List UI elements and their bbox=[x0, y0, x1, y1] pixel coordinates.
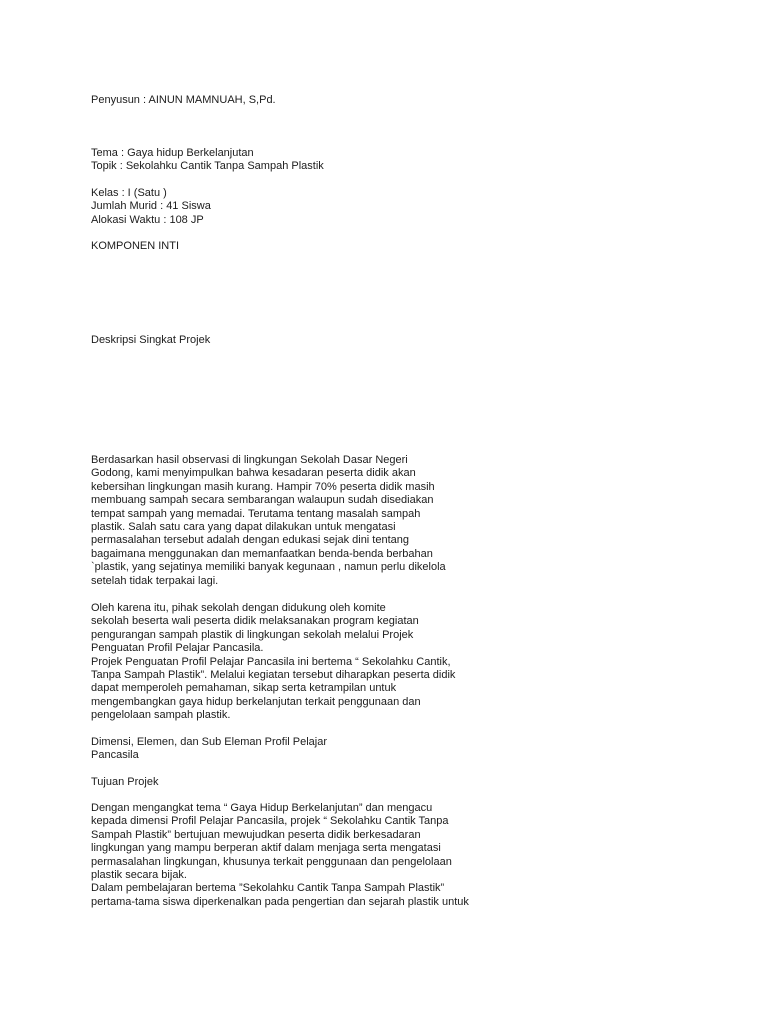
paragraph-line: kepada dimensi Profil Pelajar Pancasila, projek “ Sekolahku Cantik Tanpa bbox=[91, 815, 449, 828]
paragraph-line: membuang sampah secara sembarangan walaupun sudah disediakan bbox=[91, 494, 434, 507]
paragraph-line: dapat memperoleh pemahaman, sikap serta ketrampilan untuk bbox=[91, 682, 397, 695]
observasi-paragraph bbox=[91, 454, 446, 588]
paragraph-line: Sampah Plastik” bertujuan mewujudkan peserta didik berkesadaran bbox=[91, 828, 421, 841]
komponen-inti-heading: KOMPONEN INTI bbox=[91, 240, 180, 252]
paragraph-line: Tanpa Sampah Plastik”. Melalui kegiatan tersebut diharapkan peserta didik bbox=[91, 669, 456, 682]
paragraph-line: permasalahan tersebut adalah dengan edukasi sejak dini tentang bbox=[91, 534, 410, 547]
paragraph-line: Oleh karena itu, pihak sekolah dengan didukung oleh komite bbox=[91, 602, 386, 614]
paragraph-line: plastik secara bijak. bbox=[91, 869, 187, 882]
paragraph-line: Projek Penguatan Profil Pelajar Pancasila ini bertema “ Sekolahku Cantik, bbox=[91, 655, 451, 668]
paragraph-line: lingkungan yang mampu berperan aktif dalam menjaga serta mengatasi bbox=[91, 842, 441, 855]
paragraph-line: permasalahan lingkungan, khusunya terkait penggunaan dan pengelolaan bbox=[91, 855, 452, 868]
paragraph-line: bagaimana menggunakan dan memanfaatkan benda-benda berbahan bbox=[91, 547, 433, 560]
dimensi-heading-line: Pancasila bbox=[91, 749, 139, 762]
paragraph-line: Dengan mengangkat tema “ Gaya Hidup Berkelanjutan” dan mengacu bbox=[91, 802, 433, 814]
dimensi-heading bbox=[91, 736, 327, 763]
paragraph-line: tempat sampah yang memadai. Terutama tentang masalah sampah bbox=[91, 507, 421, 520]
paragraph-line: mengembangkan gaya hidup berkelanjutan terkait penggunaan dan bbox=[91, 695, 421, 708]
tujuan-heading: Tujuan Projek bbox=[91, 776, 159, 788]
paragraph-line: plastik. Salah satu cara yang dapat dilakukan untuk mengatasi bbox=[91, 521, 396, 534]
paragraph-line: `plastik, yang sejatinya memiliki banyak kegunaan , namun perlu dikelola bbox=[91, 561, 446, 574]
dimensi-heading-line: Dimensi, Elemen, dan Sub Eleman Profil Pelajar bbox=[91, 736, 328, 748]
program-paragraph bbox=[91, 602, 455, 723]
topik-line: Topik : Sekolahku Cantik Tanpa Sampah Plastik bbox=[91, 160, 324, 172]
paragraph-line: kebersihan lingkungan masih kurang. Hampir 70% peserta didik masih bbox=[91, 480, 435, 493]
tujuan-paragraph bbox=[91, 802, 469, 909]
paragraph-line: Dalam pembelajaran bertema ”Sekolahku Cantik Tanpa Sampah Plastik” bbox=[91, 882, 445, 895]
paragraph-line: Berdasarkan hasil observasi di lingkungan Sekolah Dasar Negeri bbox=[91, 454, 408, 466]
paragraph-line: setelah tidak terpakai lagi. bbox=[91, 574, 219, 587]
paragraph-line: Godong, kami menyimpulkan bahwa kesadaran peserta didik akan bbox=[91, 467, 416, 480]
paragraph-line: pengurangan sampah plastik di lingkungan sekolah melalui Projek bbox=[91, 628, 414, 641]
paragraph-line: pertama-tama siswa diperkenalkan pada pengertian dan sejarah plastik untuk bbox=[91, 895, 469, 908]
tema-line: Tema : Gaya hidup Berkelanjutan bbox=[91, 147, 254, 159]
paragraph-line: pengelolaan sampah plastik. bbox=[91, 709, 231, 722]
kelas-line: Kelas : I (Satu ) bbox=[91, 187, 167, 199]
alokasi-waktu-line: Alokasi Waktu : 108 JP bbox=[91, 214, 204, 226]
deskripsi-heading: Deskripsi Singkat Projek bbox=[91, 334, 211, 346]
paragraph-line: Penguatan Profil Pelajar Pancasila. bbox=[91, 642, 264, 655]
paragraph-line: sekolah beserta wali peserta didik melaksanakan program kegiatan bbox=[91, 615, 419, 628]
penyusun-line: Penyusun : AINUN MAMNUAH, S,Pd. bbox=[91, 94, 276, 106]
jumlah-murid-line: Jumlah Murid : 41 Siswa bbox=[91, 200, 211, 212]
